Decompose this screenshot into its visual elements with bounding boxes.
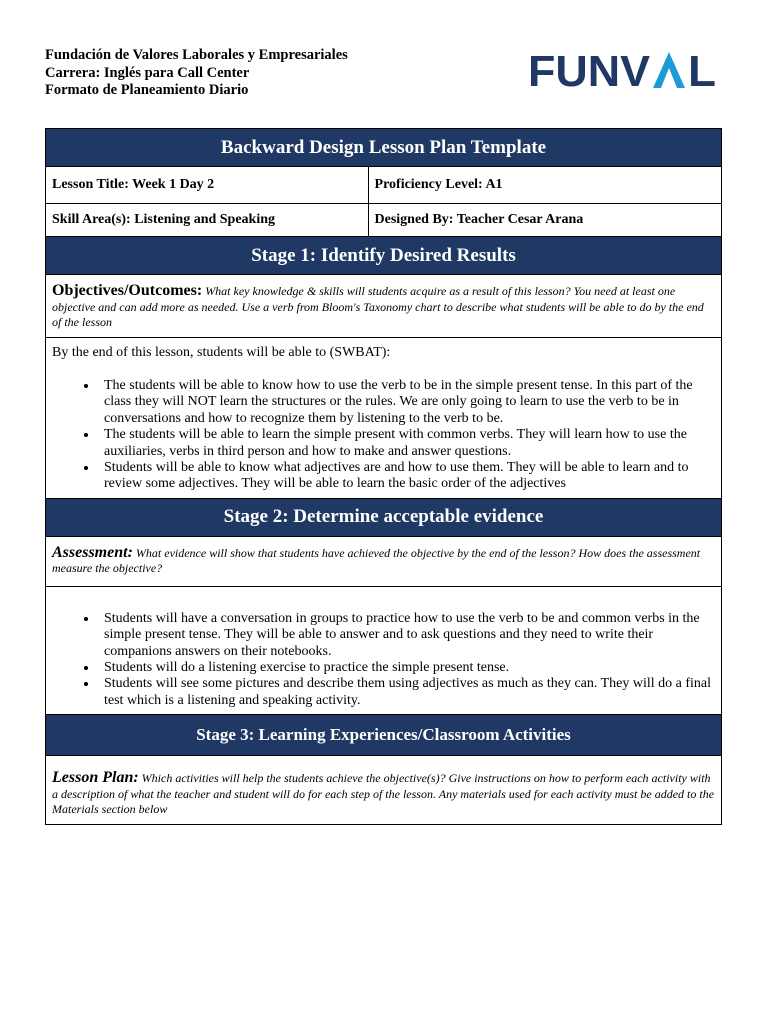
proficiency-level: Proficiency Level: A1 bbox=[368, 167, 721, 204]
assessment-prompt-cell bbox=[46, 536, 722, 586]
list-item: • Students will have a conversation in groups to practice how to use the verb to be and common verbs in the simple present tense. They will be able to answer and to ask questions and they need to write their companions answers on their notebooks. bbox=[98, 611, 715, 660]
stage1-heading: Stage 1: Identify Desired Results bbox=[46, 237, 722, 275]
institution-name: Fundación de Valores Laborales y Empresariales bbox=[45, 47, 348, 63]
svg-text:FUNV: FUNV bbox=[528, 48, 651, 92]
list-item: • The students will be able to learn the simple present with common verbs. They will learn how to use the auxiliaries, verbs in third person and how to make and answer questions. bbox=[98, 427, 715, 460]
career-line: Carrera: Inglés para Call Center bbox=[45, 64, 250, 81]
stage2-heading: Stage 2: Determine acceptable evidence bbox=[46, 498, 722, 536]
format-line: Formato de Planeamiento Diario bbox=[45, 82, 249, 98]
institution-header bbox=[45, 47, 348, 100]
objectives-list bbox=[52, 378, 715, 493]
template-title: Backward Design Lesson Plan Template bbox=[46, 129, 722, 167]
lesson-title: Lesson Title: Week 1 Day 2 bbox=[46, 167, 369, 204]
list-item: • Students will see some pictures and describe them using adjectives as much as they can. They will do a final test which is a listening and speaking activity. bbox=[98, 676, 715, 709]
designed-by: Designed By: Teacher Cesar Arana bbox=[368, 204, 721, 237]
lesson-plan-prompt: Which activities will help the students achieve the objective(s)? Give instructions on how to perform each activity with a description of what the teacher and student will do for each step of the lesson. Any materials used for each activity must be added to the Materials section below bbox=[52, 771, 715, 817]
assessment-prompt: What evidence will show that students have achieved the objective by the end of the lesson? How does the assessment measure the objective? bbox=[52, 545, 701, 576]
funval-logo bbox=[528, 48, 718, 92]
lesson-plan-table bbox=[45, 128, 722, 825]
objectives-cell bbox=[46, 337, 722, 498]
objectives-intro: By the end of this lesson, students will be able to (SWBAT): bbox=[52, 344, 391, 360]
list-item: • Students will be able to know what adjectives are and how to use them. They will be able to learn and to review some adjectives. They will be able to learn the basic order of the adjectives bbox=[98, 460, 715, 493]
assessment-label: Assessment: bbox=[52, 543, 133, 561]
stage3-heading: Stage 3: Learning Experiences/Classroom Activities bbox=[46, 715, 722, 756]
assessment-cell bbox=[46, 586, 722, 714]
list-item: • Students will do a listening exercise to practice the simple present tense. bbox=[98, 660, 715, 676]
objectives-label: Objectives/Outcomes: bbox=[52, 282, 203, 299]
skill-area: Skill Area(s): Listening and Speaking bbox=[46, 204, 369, 237]
objectives-prompt: What key knowledge & skills will students acquire as a result of this lesson? You need at least one objective and can add more as needed. Use a verb from Bloom's Taxonomy chart to describe what students will be able to do by the end of the lesson bbox=[52, 284, 704, 329]
lesson-plan-label: Lesson Plan: bbox=[52, 769, 139, 787]
lesson-plan-prompt-cell bbox=[46, 756, 722, 825]
objectives-prompt-cell bbox=[46, 275, 722, 338]
assessment-list bbox=[52, 611, 715, 709]
list-item: • The students will be able to know how to use the verb to be in the simple present tense. In this part of the class they will NOT learn the structures or the rules. We are only going to learn to use the verb to be in conversations and how to recognize them by listening to the verb to be. bbox=[98, 378, 715, 427]
svg-text:L: L bbox=[688, 48, 716, 92]
